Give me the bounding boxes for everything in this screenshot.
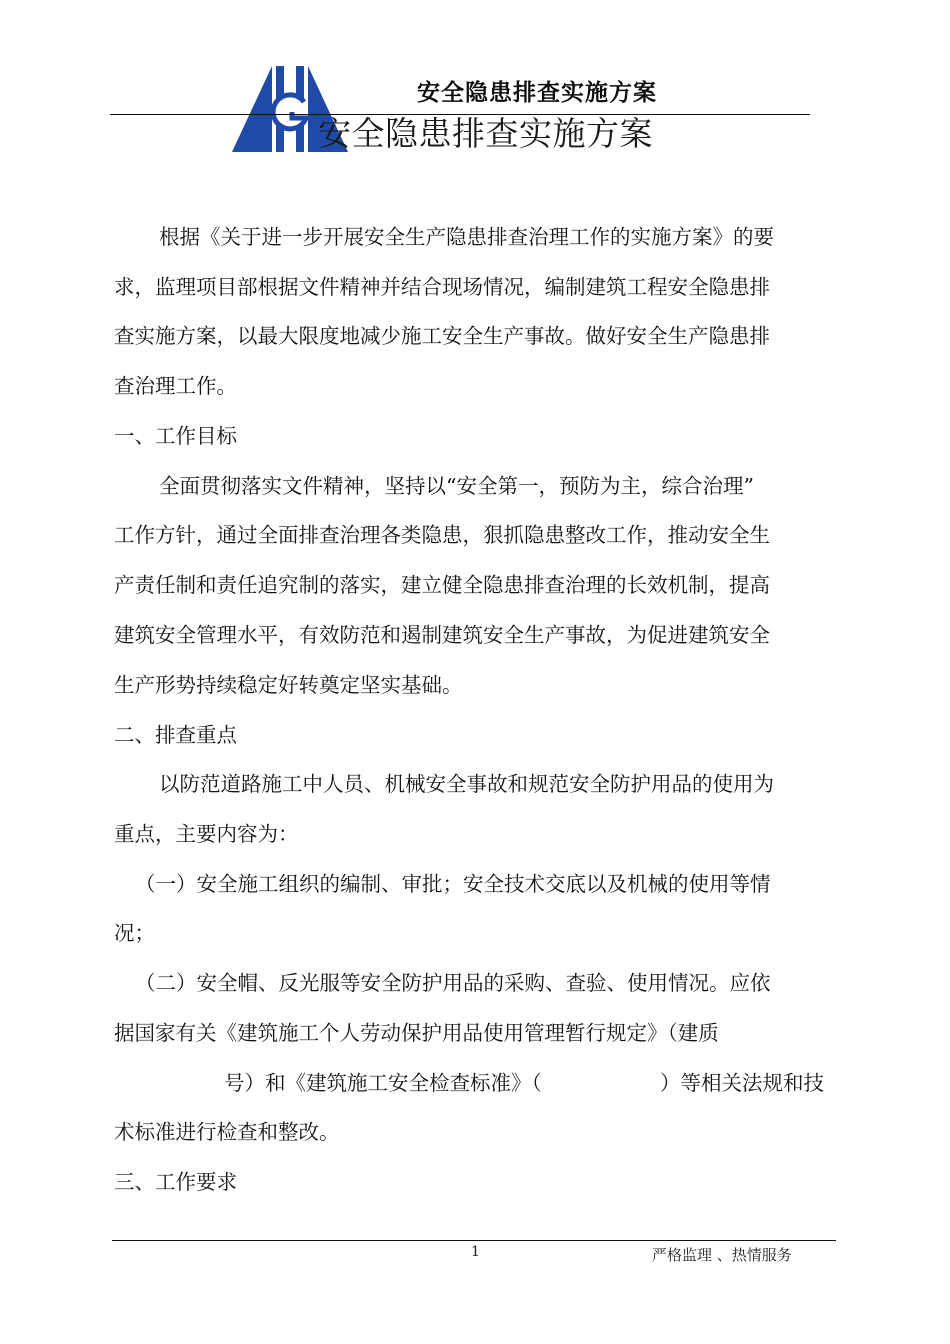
document-title: 安全隐患排查实施方案 [318, 114, 653, 153]
list-item-line: 况； [114, 921, 155, 945]
paragraph-line: 根据《关于进一步开展安全生产隐患排查治理工作的实施方案》的要 [159, 225, 774, 249]
page-number: 1 [471, 1244, 480, 1260]
section-heading: 一、工作目标 [114, 424, 237, 448]
paragraph-line: 求，监理项目部根据文件精神并结合现场情况，编制建筑工程安全隐患排 [114, 275, 770, 299]
list-item-line: （一）安全施工组织的编制、审批；安全技术交底以及机械的使用等情 [135, 872, 771, 896]
list-item-line: 据国家有关《建筑施工个人劳动保护用品使用管理暂行规定》（建质 [114, 1021, 719, 1045]
section-heading: 二、排查重点 [114, 723, 237, 747]
paragraph-line: 产责任制和责任追究制的落实，建立健全隐患排查治理的长效机制，提高 [114, 573, 770, 597]
list-item-line: （二）安全帽、反光服等安全防护用品的采购、查验、使用情况。应依 [135, 971, 771, 995]
paragraph-line: 以防范道路施工中人员、机械安全事故和规范安全防护用品的使用为 [159, 772, 774, 796]
list-item-line: 术标准进行检查和整改。 [114, 1120, 340, 1144]
paragraph-line: 查治理工作。 [114, 374, 237, 398]
paragraph-line: 建筑安全管理水平，有效防范和遏制建筑安全生产事故，为促进建筑安全 [114, 623, 770, 647]
footer-divider [112, 1240, 836, 1241]
paragraph-line: 全面贯彻落实文件精神，坚持以“安全第一，预防为主，综合治理” [159, 474, 754, 498]
paragraph-line: 重点，主要内容为： [114, 822, 299, 846]
section-heading: 三、工作要求 [114, 1170, 237, 1194]
list-item-line: 号）和《建筑施工安全检查标准》（ [224, 1071, 542, 1095]
paragraph-line: 生产形势持续稳定好转奠定坚实基础。 [114, 673, 463, 697]
paragraph-line: 查实施方案，以最大限度地减少施工安全生产事故。做好安全生产隐患排 [114, 324, 770, 348]
paragraph-line: 工作方针，通过全面排查治理各类隐患，狠抓隐患整改工作，推动安全生 [114, 523, 770, 547]
footer-motto: 严格监理 、热情服务 [652, 1246, 792, 1264]
header-banner-title: 安全隐患排查实施方案 [417, 80, 657, 106]
list-item-line: ）等相关法规和技 [660, 1071, 824, 1095]
